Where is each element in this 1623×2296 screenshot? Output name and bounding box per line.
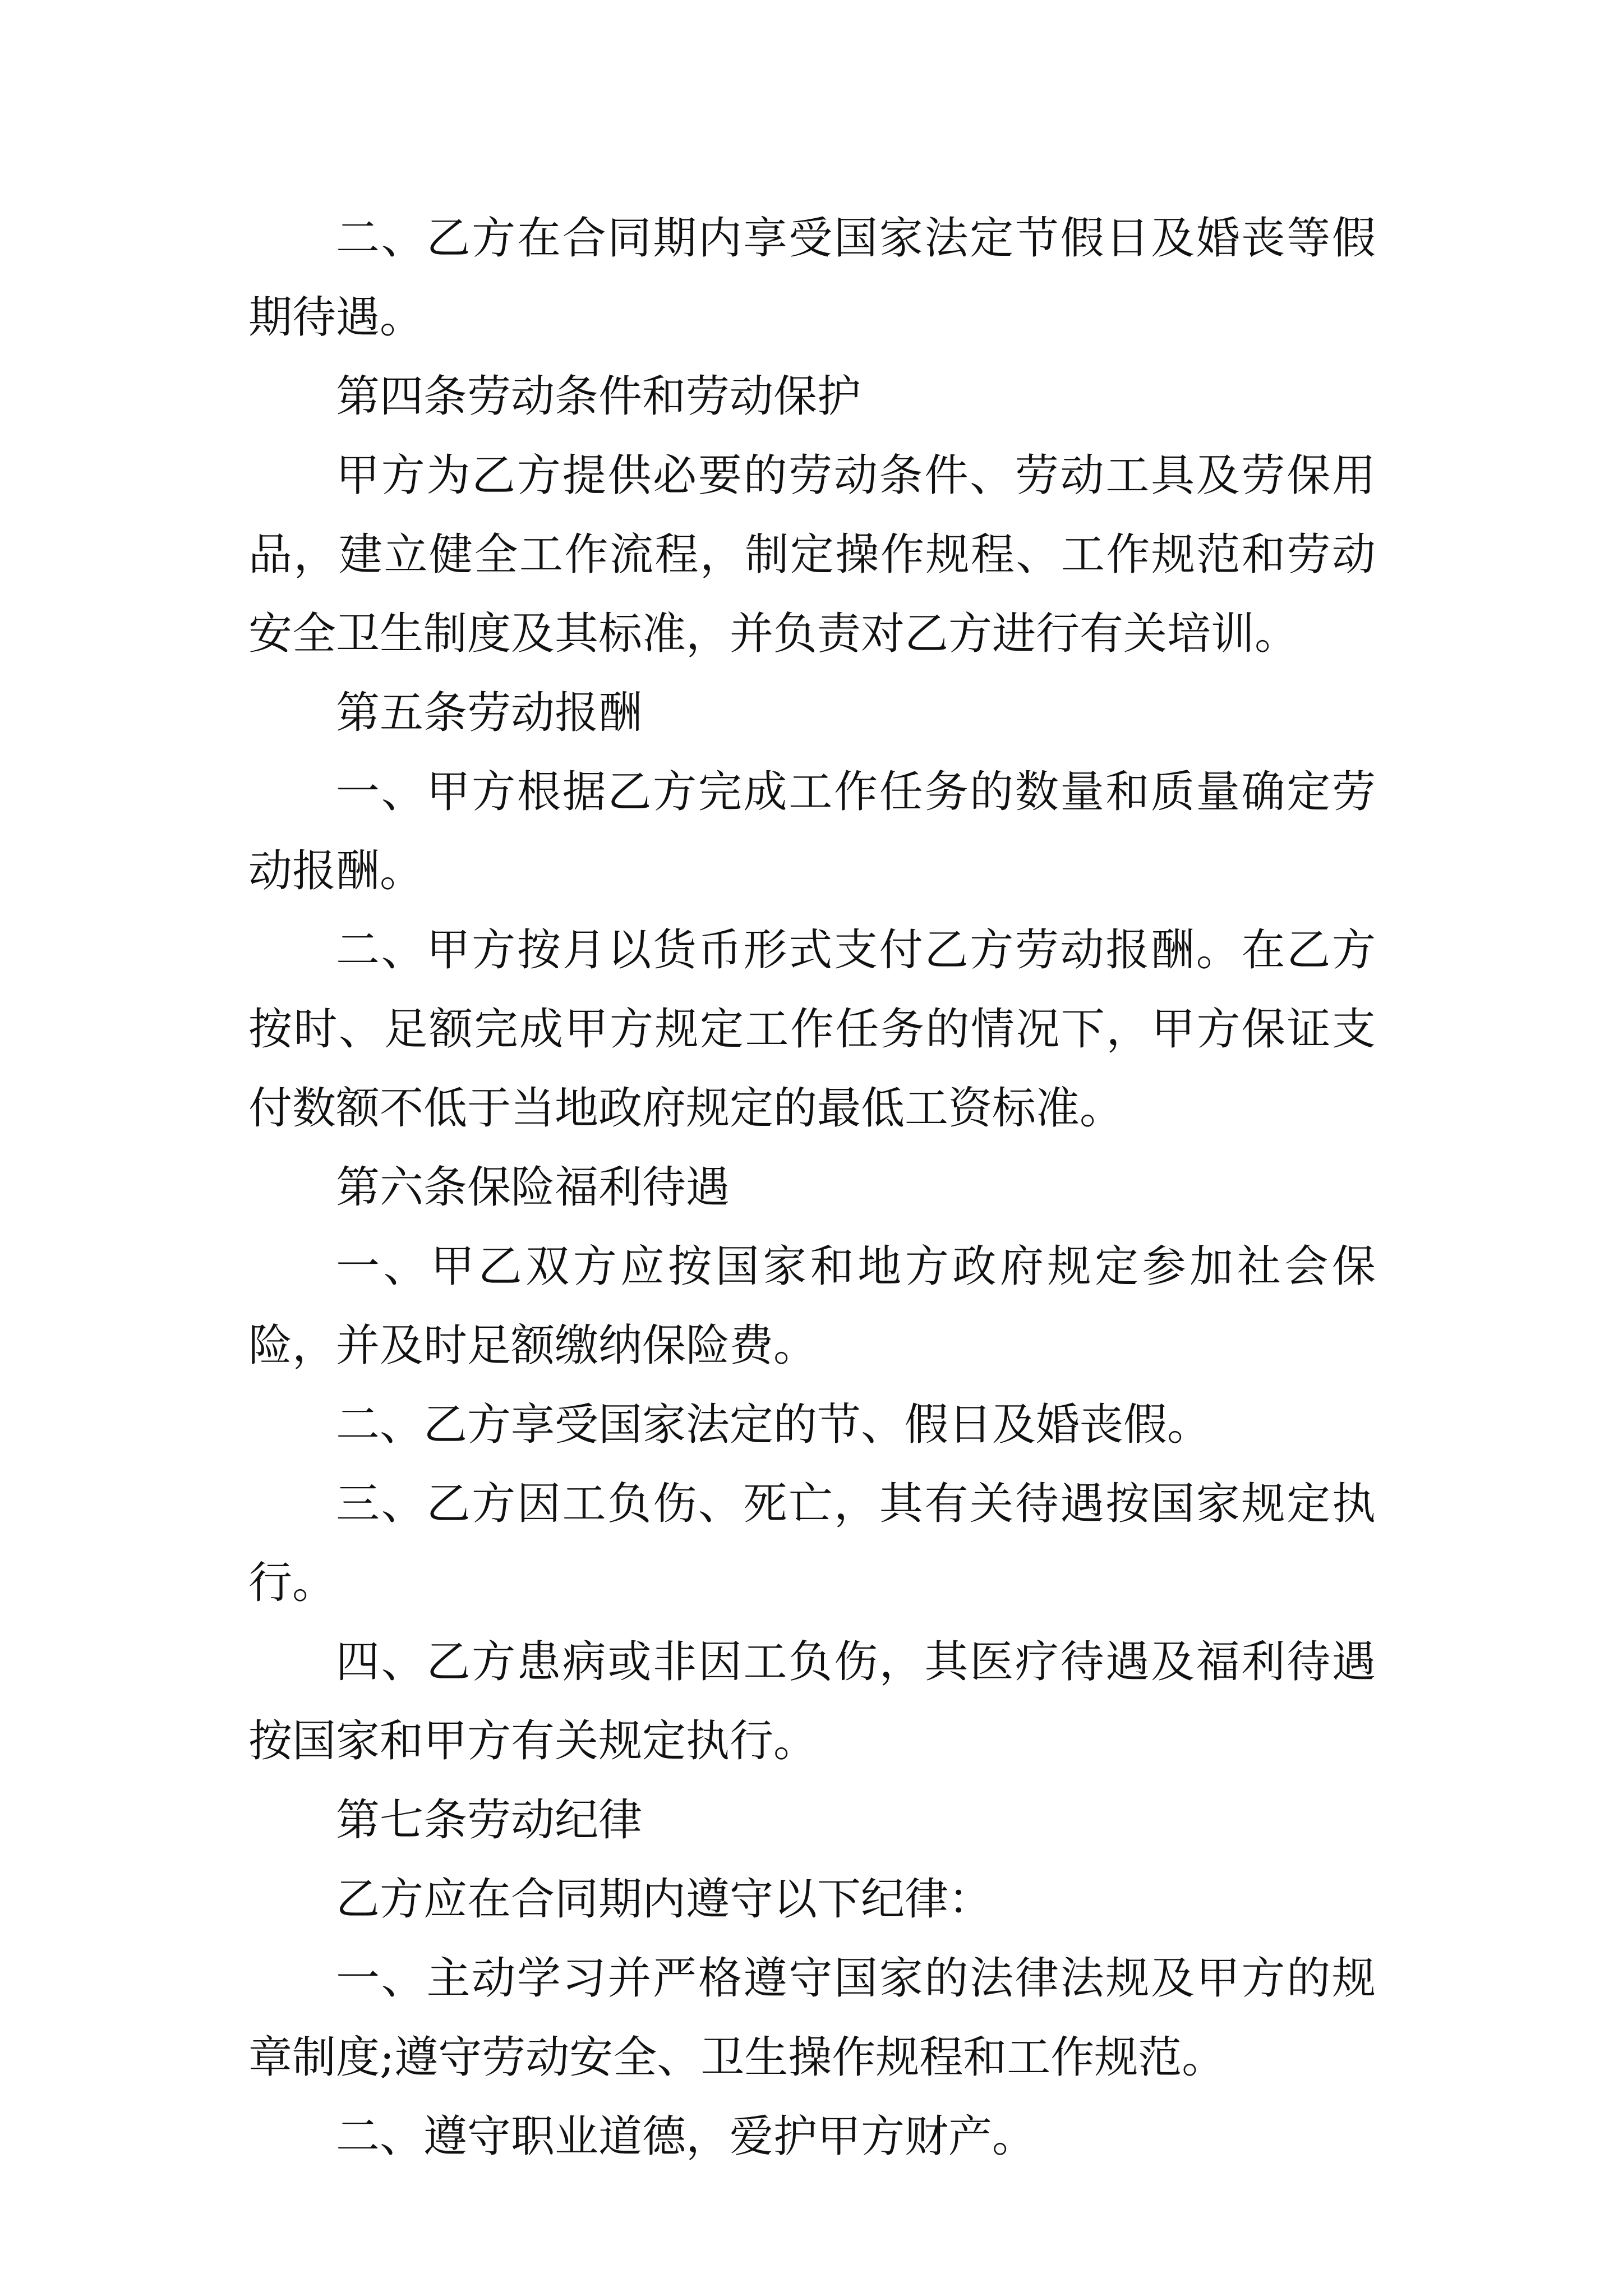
- paragraph-insurance-1: 一、甲乙双方应按国家和地方政府规定参加社会保险，并及时足额缴纳保险费。: [248, 1241, 1376, 1371]
- paragraph-remuneration-2: 二、甲方按月以货币形式支付乙方劳动报酬。在乙方按时、足额完成甲方规定工作任务的情况下，甲方保证支付数额不低于当地政府规定的最低工资标准。: [248, 925, 1376, 1134]
- paragraph-discipline-intro: 乙方应在合同期内遵守以下纪律：: [336, 1874, 993, 1925]
- paragraph-leave-benefits: 二、乙方在合同期内享受国家法定节假日及婚丧等假期待遇。: [248, 213, 1376, 343]
- paragraph-remuneration-1: 一、甲方根据乙方完成工作任务的数量和质量确定劳动报酬。: [248, 767, 1376, 896]
- heading-article-5: 第五条劳动报酬: [336, 688, 643, 738]
- paragraph-insurance-3: 三、乙方因工负伤、死亡，其有关待遇按国家规定执行。: [248, 1479, 1376, 1608]
- paragraph-discipline-1: 一、主动学习并严格遵守国家的法律法规及甲方的规章制度;遵守劳动安全、卫生操作规程和工作规范。: [248, 1953, 1376, 2083]
- document-body: [248, 199, 1376, 2177]
- paragraph-insurance-4: 四、乙方患病或非因工负伤，其医疗待遇及福利待遇按国家和甲方有关规定执行。: [248, 1637, 1376, 1766]
- paragraph-labor-conditions: 甲方为乙方提供必要的劳动条件、劳动工具及劳保用品，建立健全工作流程，制定操作规程、工作规范和劳动安全卫生制度及其标准，并负责对乙方进行有关培训。: [248, 450, 1376, 659]
- heading-article-4: 第四条劳动条件和劳动保护: [336, 371, 861, 422]
- paragraph-discipline-2: 二、遵守职业道德，爱护甲方财产。: [336, 2111, 1036, 2162]
- heading-article-6: 第六条保险福利待遇: [336, 1162, 730, 1213]
- paragraph-insurance-2: 二、乙方享受国家法定的节、假日及婚丧假。: [336, 1400, 1211, 1450]
- heading-article-7: 第七条劳动纪律: [336, 1795, 643, 1846]
